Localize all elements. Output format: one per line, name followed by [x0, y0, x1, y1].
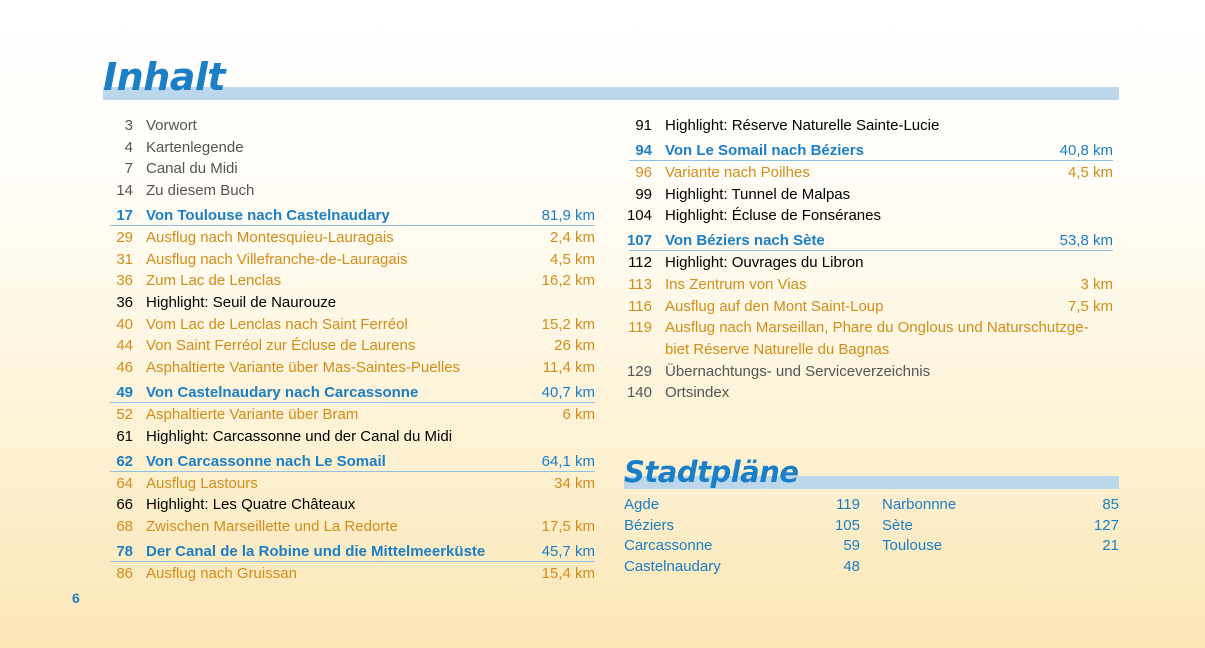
- toc-entry-distance: 4,5 km: [1067, 163, 1113, 181]
- toc-entry-distance: 40,7 km: [541, 384, 595, 402]
- city-page-number: 21: [1102, 537, 1119, 554]
- highlight-label: Highlight:: [665, 185, 728, 203]
- toc-entry-title: [146, 227, 595, 249]
- toc-entry-text: Ouvrages du Libron: [731, 254, 864, 272]
- toc-entry-text: Variante nach Poilhes: [665, 163, 810, 181]
- toc-entry-title: [146, 451, 595, 473]
- toc-entry-title: [146, 563, 595, 585]
- toc-entry-excursion[interactable]: [100, 357, 595, 379]
- toc-page-number: 46: [116, 359, 133, 377]
- toc-page-number: 44: [116, 337, 133, 355]
- toc-entry-title: [146, 180, 595, 202]
- toc-entry-text: Ausflug nach Villefranche-de-Lauragais: [146, 250, 408, 268]
- toc-entry-text: Ausflug nach Gruissan: [146, 564, 297, 582]
- toc-left-column: [100, 115, 595, 584]
- toc-entry-title: [146, 314, 595, 336]
- toc-entry-excursion[interactable]: [100, 516, 595, 538]
- toc-page-number: 4: [124, 138, 133, 156]
- toc-entry-text: Zum Lac de Lenclas: [146, 272, 282, 290]
- city-map-entry[interactable]: [624, 536, 860, 557]
- city-name: Toulouse: [882, 537, 943, 554]
- city-name: Narbonnne: [882, 496, 957, 513]
- toc-entry-text: Ausflug Lastours: [146, 474, 258, 492]
- city-page-number: 119: [836, 496, 860, 513]
- toc-entry-text: Ins Zentrum von Vias: [665, 275, 807, 293]
- toc-entry-text: Carcassonne und der Canal du Midi: [212, 427, 453, 445]
- toc-page-number: 3: [124, 117, 133, 134]
- toc-entry-excursion[interactable]: [100, 563, 595, 585]
- toc-page-number: 129: [626, 362, 652, 380]
- toc-page-number: 64: [116, 474, 133, 492]
- toc-entry-title: [146, 335, 595, 357]
- toc-entry-excursion[interactable]: [100, 270, 595, 292]
- toc-entry-text: Ausflug nach Marseillan, Phare du Onglous und Naturschutzge- biet Réserve Naturelle du Bagnas: [665, 319, 1089, 358]
- toc-entry-excursion[interactable]: [100, 227, 595, 249]
- toc-entry-text: Asphaltierte Variante über Bram: [146, 405, 359, 423]
- toc-entry-text: Von Toulouse nach Castelnaudary: [146, 207, 390, 225]
- toc-page-number: 78: [116, 543, 133, 561]
- city-name: Agde: [624, 496, 660, 513]
- toc-entry-title: [665, 162, 1113, 184]
- toc-page-number: 14: [116, 182, 133, 200]
- toc-entry-title: [146, 473, 595, 495]
- highlight-label: Highlight:: [146, 496, 209, 514]
- city-page-number: 59: [843, 537, 860, 554]
- toc-page-number: 119: [628, 319, 652, 337]
- city-map-entry[interactable]: [882, 495, 1119, 516]
- toc-entry-title: [146, 541, 595, 563]
- highlight-label: Highlight:: [665, 207, 728, 225]
- toc-entry-excursion[interactable]: [619, 274, 1113, 296]
- highlight-label: Highlight:: [146, 294, 209, 311]
- toc-entry-plain[interactable]: [100, 137, 595, 159]
- toc-entry-text: Übernachtungs- und Serviceverzeichnis: [665, 362, 931, 380]
- toc-entry-distance: 16,2 km: [541, 272, 595, 290]
- toc-entry-highlight[interactable]: [619, 252, 1113, 274]
- toc-page-number: 116: [628, 297, 652, 315]
- toc-entry-highlight[interactable]: [619, 115, 1113, 137]
- toc-entry-distance: 11,4 km: [542, 359, 595, 377]
- toc-entry-title: [146, 115, 595, 137]
- toc-entry-section[interactable]: [619, 140, 1113, 162]
- toc-page-number: 94: [635, 142, 652, 160]
- toc-entry-text: Von Béziers nach Sète: [665, 232, 825, 250]
- city-page-number: 127: [1093, 516, 1119, 534]
- highlight-label: Highlight:: [146, 427, 209, 445]
- toc-entry-distance: 40,8 km: [1059, 142, 1113, 160]
- toc-entry-plain[interactable]: [619, 361, 1113, 383]
- toc-page-number: 29: [116, 228, 133, 246]
- toc-entry-plain[interactable]: [100, 180, 595, 202]
- toc-entry-distance: 2,4 km: [549, 228, 595, 246]
- toc-entry-title: [146, 270, 595, 292]
- toc-entry-title: [146, 516, 595, 538]
- toc-entry-text: Der Canal de la Robine und die Mittelmeerküste: [146, 543, 486, 561]
- toc-entry-text: Ortsindex: [665, 384, 730, 402]
- toc-entry-title: [665, 184, 1113, 206]
- city-map-entry[interactable]: [882, 516, 1119, 537]
- toc-entry-text: Von Carcassonne nach Le Somail: [146, 452, 386, 470]
- city-name: Sète: [882, 516, 913, 534]
- toc-entry-plain[interactable]: [619, 382, 1113, 404]
- toc-entry-title: [665, 296, 1113, 318]
- toc-entry-section[interactable]: [100, 382, 595, 404]
- toc-page-number: 62: [116, 452, 133, 470]
- toc-entry-text: Vom Lac de Lenclas nach Saint Ferréol: [146, 315, 408, 333]
- toc-entry-distance: 34 km: [554, 474, 595, 492]
- toc-page-number: 104: [626, 207, 652, 225]
- toc-entry-distance: 3 km: [1080, 275, 1113, 293]
- toc-entry-title: [665, 252, 1113, 274]
- toc-entry-distance: 45,7 km: [541, 543, 595, 561]
- highlight-label: Highlight:: [665, 117, 728, 134]
- toc-entry-text: Kartenlegende: [146, 138, 244, 156]
- toc-page-number: 31: [116, 250, 133, 268]
- toc-entry-text: Écluse de Fonséranes: [731, 207, 881, 225]
- toc-entry-text: Vorwort: [146, 117, 197, 134]
- highlight-label: Highlight:: [665, 254, 728, 272]
- toc-entry-excursion[interactable]: [100, 473, 595, 495]
- toc-page-number: 99: [635, 185, 652, 203]
- toc-entry-excursion[interactable]: [100, 249, 595, 271]
- toc-entry-title: [146, 249, 595, 271]
- toc-entry-title: [665, 274, 1113, 296]
- toc-entry-highlight[interactable]: [619, 184, 1113, 206]
- toc-entry-text: Les Quatre Châteaux: [212, 496, 356, 514]
- city-maps-title: Stadtpläne: [624, 455, 799, 489]
- toc-entry-distance: 81,9 km: [541, 207, 595, 225]
- toc-page-number: 36: [116, 272, 133, 290]
- toc-page-number: 68: [116, 517, 133, 535]
- city-maps-left-column: [624, 495, 860, 577]
- toc-entry-title: [146, 158, 595, 180]
- toc-entry-plain[interactable]: [100, 158, 595, 180]
- toc-entry-distance: 6 km: [562, 405, 595, 423]
- toc-entry-title: [665, 317, 1093, 360]
- city-page-number: 85: [1102, 496, 1119, 513]
- toc-entry-text: Asphaltierte Variante über Mas-Saintes-Puelles: [146, 359, 461, 377]
- toc-entry-distance: 4,5 km: [549, 250, 595, 268]
- toc-entry-text: Réserve Naturelle Sainte-Lucie: [731, 117, 940, 134]
- title-underline-bar: [103, 87, 1119, 100]
- toc-entry-distance: 15,2 km: [541, 315, 595, 333]
- toc-entry-text: Ausflug nach Montesquieu-Lauragais: [146, 228, 394, 246]
- toc-page-number: 113: [628, 275, 652, 293]
- city-map-entry[interactable]: [624, 516, 860, 537]
- toc-entry-excursion[interactable]: [100, 314, 595, 336]
- city-map-entry[interactable]: [624, 557, 860, 578]
- toc-page-number: 36: [116, 294, 133, 311]
- toc-entry-distance: 53,8 km: [1059, 232, 1113, 250]
- toc-page-number: 17: [116, 207, 133, 225]
- toc-entry-text: Zwischen Marseillette und La Redorte: [146, 517, 398, 535]
- toc-entry-excursion[interactable]: [100, 335, 595, 357]
- toc-page-number: 40: [116, 315, 133, 333]
- city-maps-right-column: [882, 495, 1119, 557]
- toc-entry-text: Von Le Somail nach Béziers: [665, 142, 864, 160]
- city-name: Béziers: [624, 516, 675, 534]
- toc-entry-text: Canal du Midi: [146, 160, 238, 178]
- toc-entry-excursion[interactable]: [619, 317, 1113, 360]
- city-map-entry[interactable]: [882, 536, 1119, 557]
- toc-entry-section[interactable]: [619, 230, 1113, 252]
- toc-page-number: 96: [635, 163, 652, 181]
- toc-entry-section[interactable]: [100, 205, 595, 227]
- toc-entry-title: [665, 205, 1113, 227]
- toc-entry-title: [146, 426, 595, 448]
- toc-entry-distance: 17,5 km: [541, 517, 595, 535]
- toc-entry-text: Von Castelnaudary nach Carcassonne: [146, 384, 419, 402]
- toc-page-number: 7: [124, 160, 133, 178]
- page-title: Inhalt: [103, 55, 226, 99]
- toc-entry-excursion[interactable]: [100, 404, 595, 426]
- city-map-entry[interactable]: [624, 495, 860, 516]
- city-name: Carcassonne: [624, 537, 713, 554]
- toc-entry-excursion[interactable]: [619, 296, 1113, 318]
- toc-entry-title: [665, 361, 1113, 383]
- toc-entry-distance: 64,1 km: [541, 452, 595, 470]
- toc-page-number: 52: [116, 405, 133, 423]
- toc-entry-text: Seuil de Naurouze: [212, 294, 337, 311]
- toc-entry-title: [146, 357, 595, 379]
- toc-page-number: 107: [626, 232, 652, 250]
- toc-page-number: 49: [116, 384, 133, 402]
- toc-entry-text: Von Saint Ferréol zur Écluse de Laurens: [146, 337, 416, 355]
- toc-entry-distance: 15,4 km: [541, 564, 595, 582]
- toc-page-number: 112: [628, 254, 652, 272]
- toc-entry-title: [146, 494, 595, 516]
- toc-entry-title: [146, 205, 595, 227]
- toc-page-number: 86: [116, 564, 133, 582]
- toc-entry-section[interactable]: [100, 451, 595, 473]
- city-page-number: 105: [834, 516, 860, 534]
- toc-entry-distance: 7,5 km: [1067, 297, 1113, 315]
- city-name: Castelnaudary: [624, 557, 721, 575]
- toc-entry-highlight[interactable]: [619, 205, 1113, 227]
- toc-entry-title: [146, 137, 595, 159]
- toc-right-column: [619, 115, 1113, 404]
- toc-entry-highlight[interactable]: [100, 426, 595, 448]
- toc-entry-highlight[interactable]: [100, 494, 595, 516]
- city-page-number: 48: [843, 557, 860, 575]
- toc-entry-distance: 26 km: [554, 337, 595, 355]
- toc-entry-title: [665, 382, 1113, 404]
- toc-entry-title: [665, 230, 1113, 252]
- toc-entry-highlight[interactable]: [100, 292, 595, 314]
- toc-entry-title: [146, 404, 595, 426]
- toc-entry-section[interactable]: [100, 541, 595, 563]
- toc-entry-plain[interactable]: [100, 115, 595, 137]
- toc-page-number: 140: [626, 384, 652, 402]
- toc-entry-title: [665, 115, 1113, 137]
- toc-page-number: 91: [635, 117, 652, 134]
- toc-entry-title: [665, 140, 1113, 162]
- toc-entry-text: Ausflug auf den Mont Saint-Loup: [665, 297, 884, 315]
- toc-page-number: 61: [116, 427, 133, 445]
- toc-page-number: 66: [116, 496, 133, 514]
- toc-entry-title: [146, 292, 595, 314]
- toc-entry-text: Zu diesem Buch: [146, 182, 255, 200]
- toc-entry-text: Tunnel de Malpas: [731, 185, 851, 203]
- page-number: 6: [72, 590, 80, 606]
- toc-entry-title: [146, 382, 595, 404]
- toc-entry-excursion[interactable]: [619, 162, 1113, 184]
